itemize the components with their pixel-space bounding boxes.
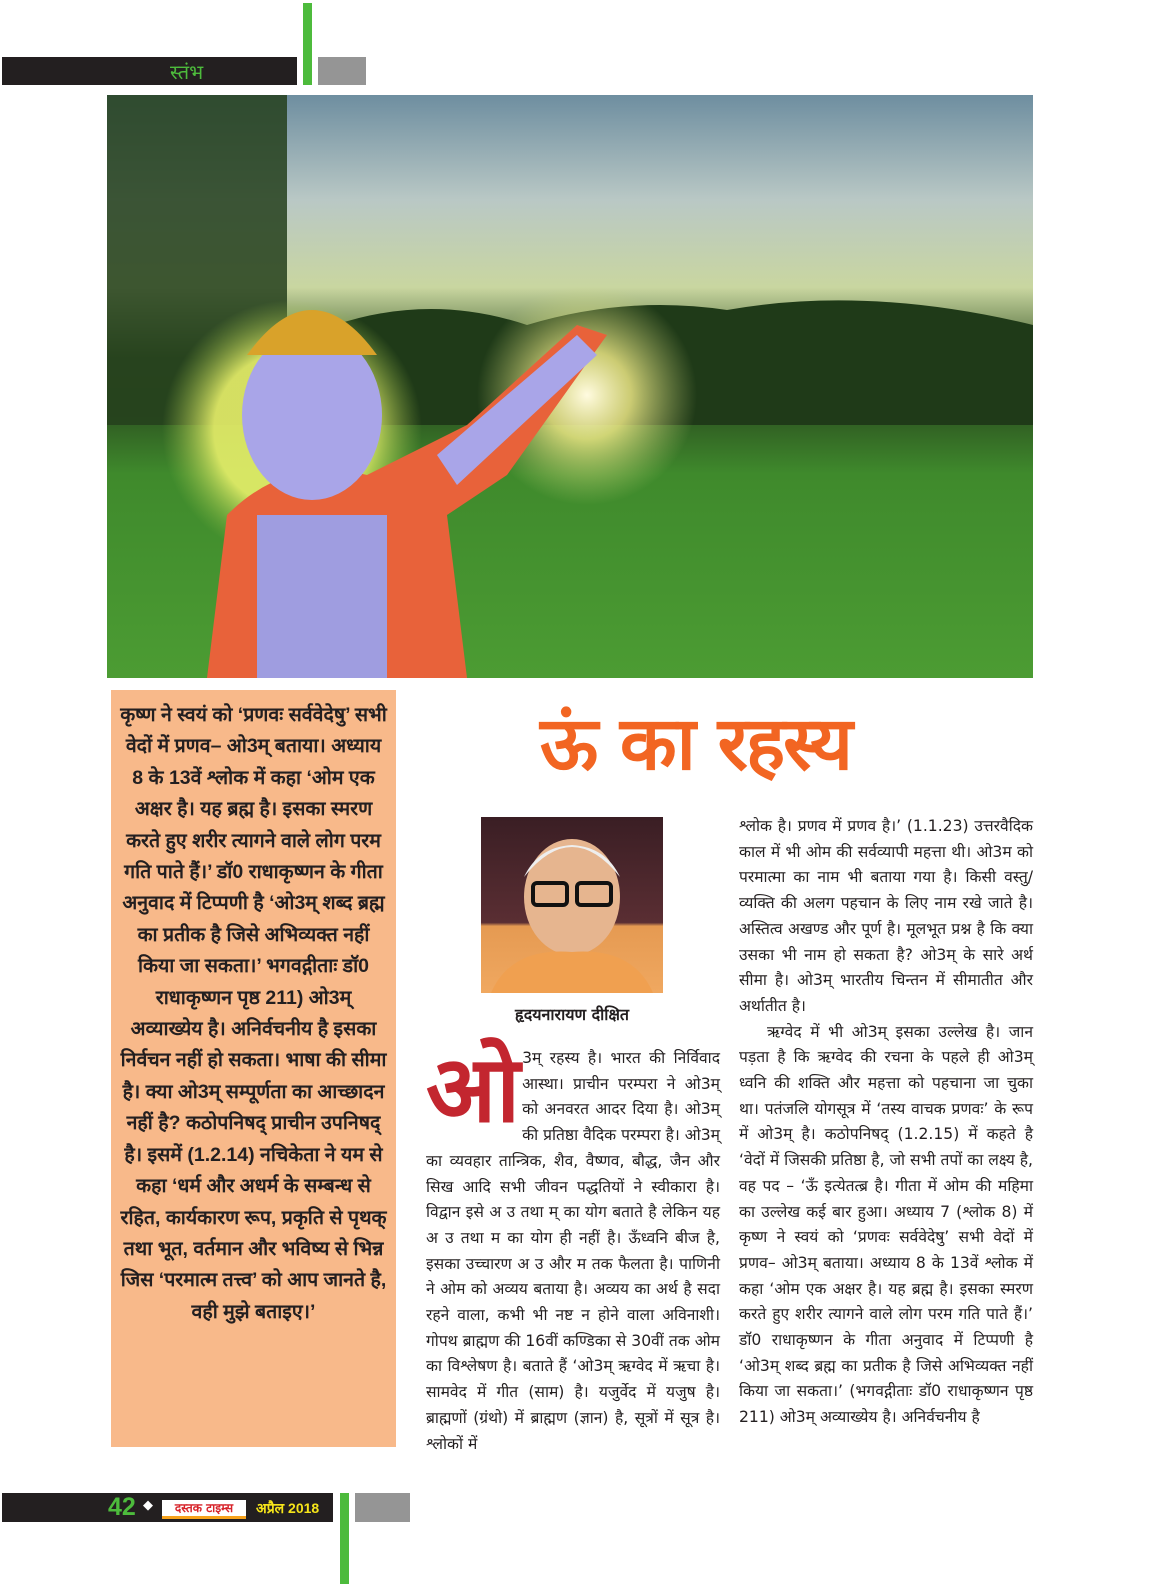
- column-1-text: 3म् रहस्य है। भारत की निर्विवाद आस्था। प्राचीन परम्परा ने ओ3म् को अनवरत आदर दिया है। ओ3म् की प्रतिष्ठा वैदिक परम्परा है। ओ3म् का व्यवहार तान्त्रिक, शैव, वैष्णव, बौद्ध, जैन और सिख आदि सभी जीवन पद्धतियों ने स्वीकारा है। विद्वान इसे अ उ तथा म् का योग बताते है लेकिन यह अ उ तथा म का योग ही नहीं है। ऊँध्वनि बीज है, इसका उच्चारण अ उ और म तक फैलता है। पाणिनी ने ओम को अव्यय बताया है। अव्यय का अर्थ है सदा रहने वाला, कभी भी नष्ट न होने वाला अविनाशी। गोपथ ब्राह्मण की 16वीं कण्डिका से 30वीं तक ओम का विश्लेषण है। बताते हैं ‘ओ3म् ऋग्वेद में ऋचा है। सामवेद में गीत (साम) है। यजुर्वेद में यजुष है। ब्राह्मणों (ग्रंथो) में ब्राह्मण (ज्ञान) है, सूत्रों में सूत्र है। श्लोकों में: [426, 1049, 720, 1453]
- footer-separator: ◆: [143, 1498, 153, 1513]
- author-name: हृदयनारायण दीक्षित: [514, 1005, 630, 1024]
- issue-date: अप्रैल 2018: [256, 1500, 320, 1516]
- pullquote-text: कृष्ण ने स्वयं को ‘प्रणवः सर्ववेदेषु’ सभी वेदों में प्रणव– ओ3म् बताया। अध्याय 8 के 13वें श्लोक में कहा ‘ओम एक अक्षर है। यह ब्रह्म है। इसका स्मरण करते हुए शरीर त्यागने वाले लोग परम गति पाते हैं।’ डॉ0 राधाकृष्णन के गीता अनुवाद में टिप्पणी है ‘ओ3म् शब्द ब्रह्म का प्रतीक है जिसे अभिव्यक्त नहीं किया जा सकता।’ भगवद्गीताः डॉ0 राधाकृष्णन पृष्ठ 211) ओ3म् अव्याख्येय है। अनिर्वचनीय है इसका निर्वचन नहीं हो सकता। भाषा की सीमा है। क्या ओ3म् सम्पूर्णता का आच्छादन नहीं है? कठोपनिषद् प्राचीन उपनिषद् है। इसमें (1.2.14) नचिकेता ने यम से कहा ‘धर्म और अधर्म के सम्बन्ध से रहित, कार्यकारण रूप, प्रकृति से पृथक् तथा भूत, वर्तमान और भविष्य से भिन्न जिस ‘परमात्म तत्त्व’ को आप जानते है, वही मुझे बताइए।’: [120, 704, 387, 1323]
- section-header-bar: [2, 57, 297, 85]
- page-number: 42: [108, 1493, 136, 1521]
- krishna-illustration: [107, 95, 1033, 678]
- footer-gray-block: [355, 1493, 410, 1522]
- column-2-paragraph-1: श्लोक है। प्रणव में प्रणव है।’ (1.1.23) उत्तरवैदिक काल में भी ओम की सर्वव्यापी महत्ता थी। ओ3म को परमात्मा का नाम भी बताया गया है। किसी वस्तु/व्यक्ति की अलग पहचान के लिए नाम रखे जाते है। अस्तित्व अखण्ड और पूर्ण है। मूलभूत प्रश्न है कि क्या उसका भी नाम हो सकता है? ओ3म् के सारे अर्थ सीमा है। ओ3म् भारतीय चिन्तन में सीमातीत और अर्थातीत है।: [739, 817, 1033, 1015]
- article-title: ऊं का रहस्य: [540, 701, 851, 787]
- column-2-paragraph-2: ऋग्वेद में भी ओ3म् इसका उल्लेख है। जान पड़ता है कि ऋग्वेद की रचना के पहले ही ओ3म् ध्वनि की शक्ति और महत्ता को पहचाना जा चुका था। पतंजलि योगसूत्र में ‘तस्य वाचक प्रणवः’ के रूप में ओ3म् है। कठोपनिषद् (1.2.15) में कहते है ‘वेदों में जिसकी प्रतिष्ठा है, जो सभी तपों का लक्ष्य है, वह पद – ‘ऊँ इत्येतत्ब्र है। गीता में ओम की महिमा का उल्लेख कई बार हुआ। अध्याय 7 (श्लोक 8) में कृष्ण ने स्वयं को ‘प्रणवः सर्ववेदेषु’ सभी वेदों में प्रणव– ओ3म् बताया। अध्याय 8 के 13वें श्लोक में कहा ‘ओम एक अक्षर है। यह ब्रह्म है। इसका स्मरण करते हुए शरीर त्यागने वाले लोग परम गति पाते हैं।’ डॉ0 राधाकृष्णन के गीता अनुवाद में टिप्पणी है ‘ओ3म् शब्द ब्रह्म का प्रतीक है जिसे अभिव्यक्त नहीं किया जा सकता।’ (भगवद्गीताः डॉ0 राधाकृष्णन पृष्ठ 211) ओ3म् अव्याख्येय है। अनिर्वचनीय है: [739, 1022, 1034, 1427]
- author-photo: [481, 817, 663, 993]
- header-gray-block: [318, 57, 366, 85]
- magazine-logo: दस्तक टाइम्स: [162, 1500, 246, 1519]
- header-accent-bar: [303, 3, 312, 85]
- footer-accent-bar: [340, 1493, 349, 1584]
- section-label: स्तंभ: [170, 60, 204, 84]
- article-column-1: [426, 1036, 720, 1457]
- article-column-2: [739, 814, 1033, 1431]
- drop-cap: ओ: [426, 1036, 517, 1143]
